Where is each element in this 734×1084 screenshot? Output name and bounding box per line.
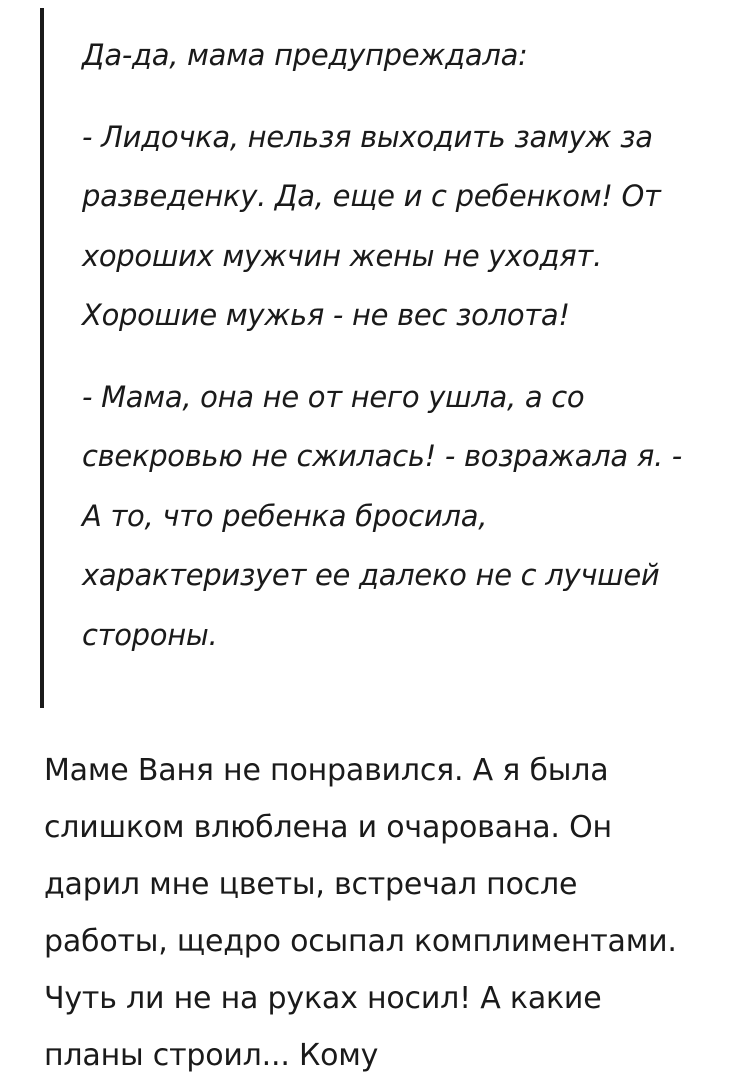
quote-block xyxy=(40,8,700,708)
quote-paragraph: - Мама, она не от него ушла, а со свекровью не сжилась! - возражала я. - А то, что ребенка бросила, характеризует ее далеко не с лучшей стороны. xyxy=(82,379,682,652)
body-paragraph: Маме Ваня не понравился. А я была слишком влюблена и очарована. Он дарил мне цветы, встречал после работы, щедро осыпал комплиментами. Чуть ли не на руках носил! А какие планы строил... Кому xyxy=(44,753,677,1073)
quote-paragraph: - Лидочка, нельзя выходить замуж за разведенку. Да, еще и с ребенком! От хороших мужчин жены не уходят. Хорошие мужья - не вес золота! xyxy=(82,119,661,332)
quote-paragraph: Да-да, мама предупреждала: xyxy=(82,38,528,72)
